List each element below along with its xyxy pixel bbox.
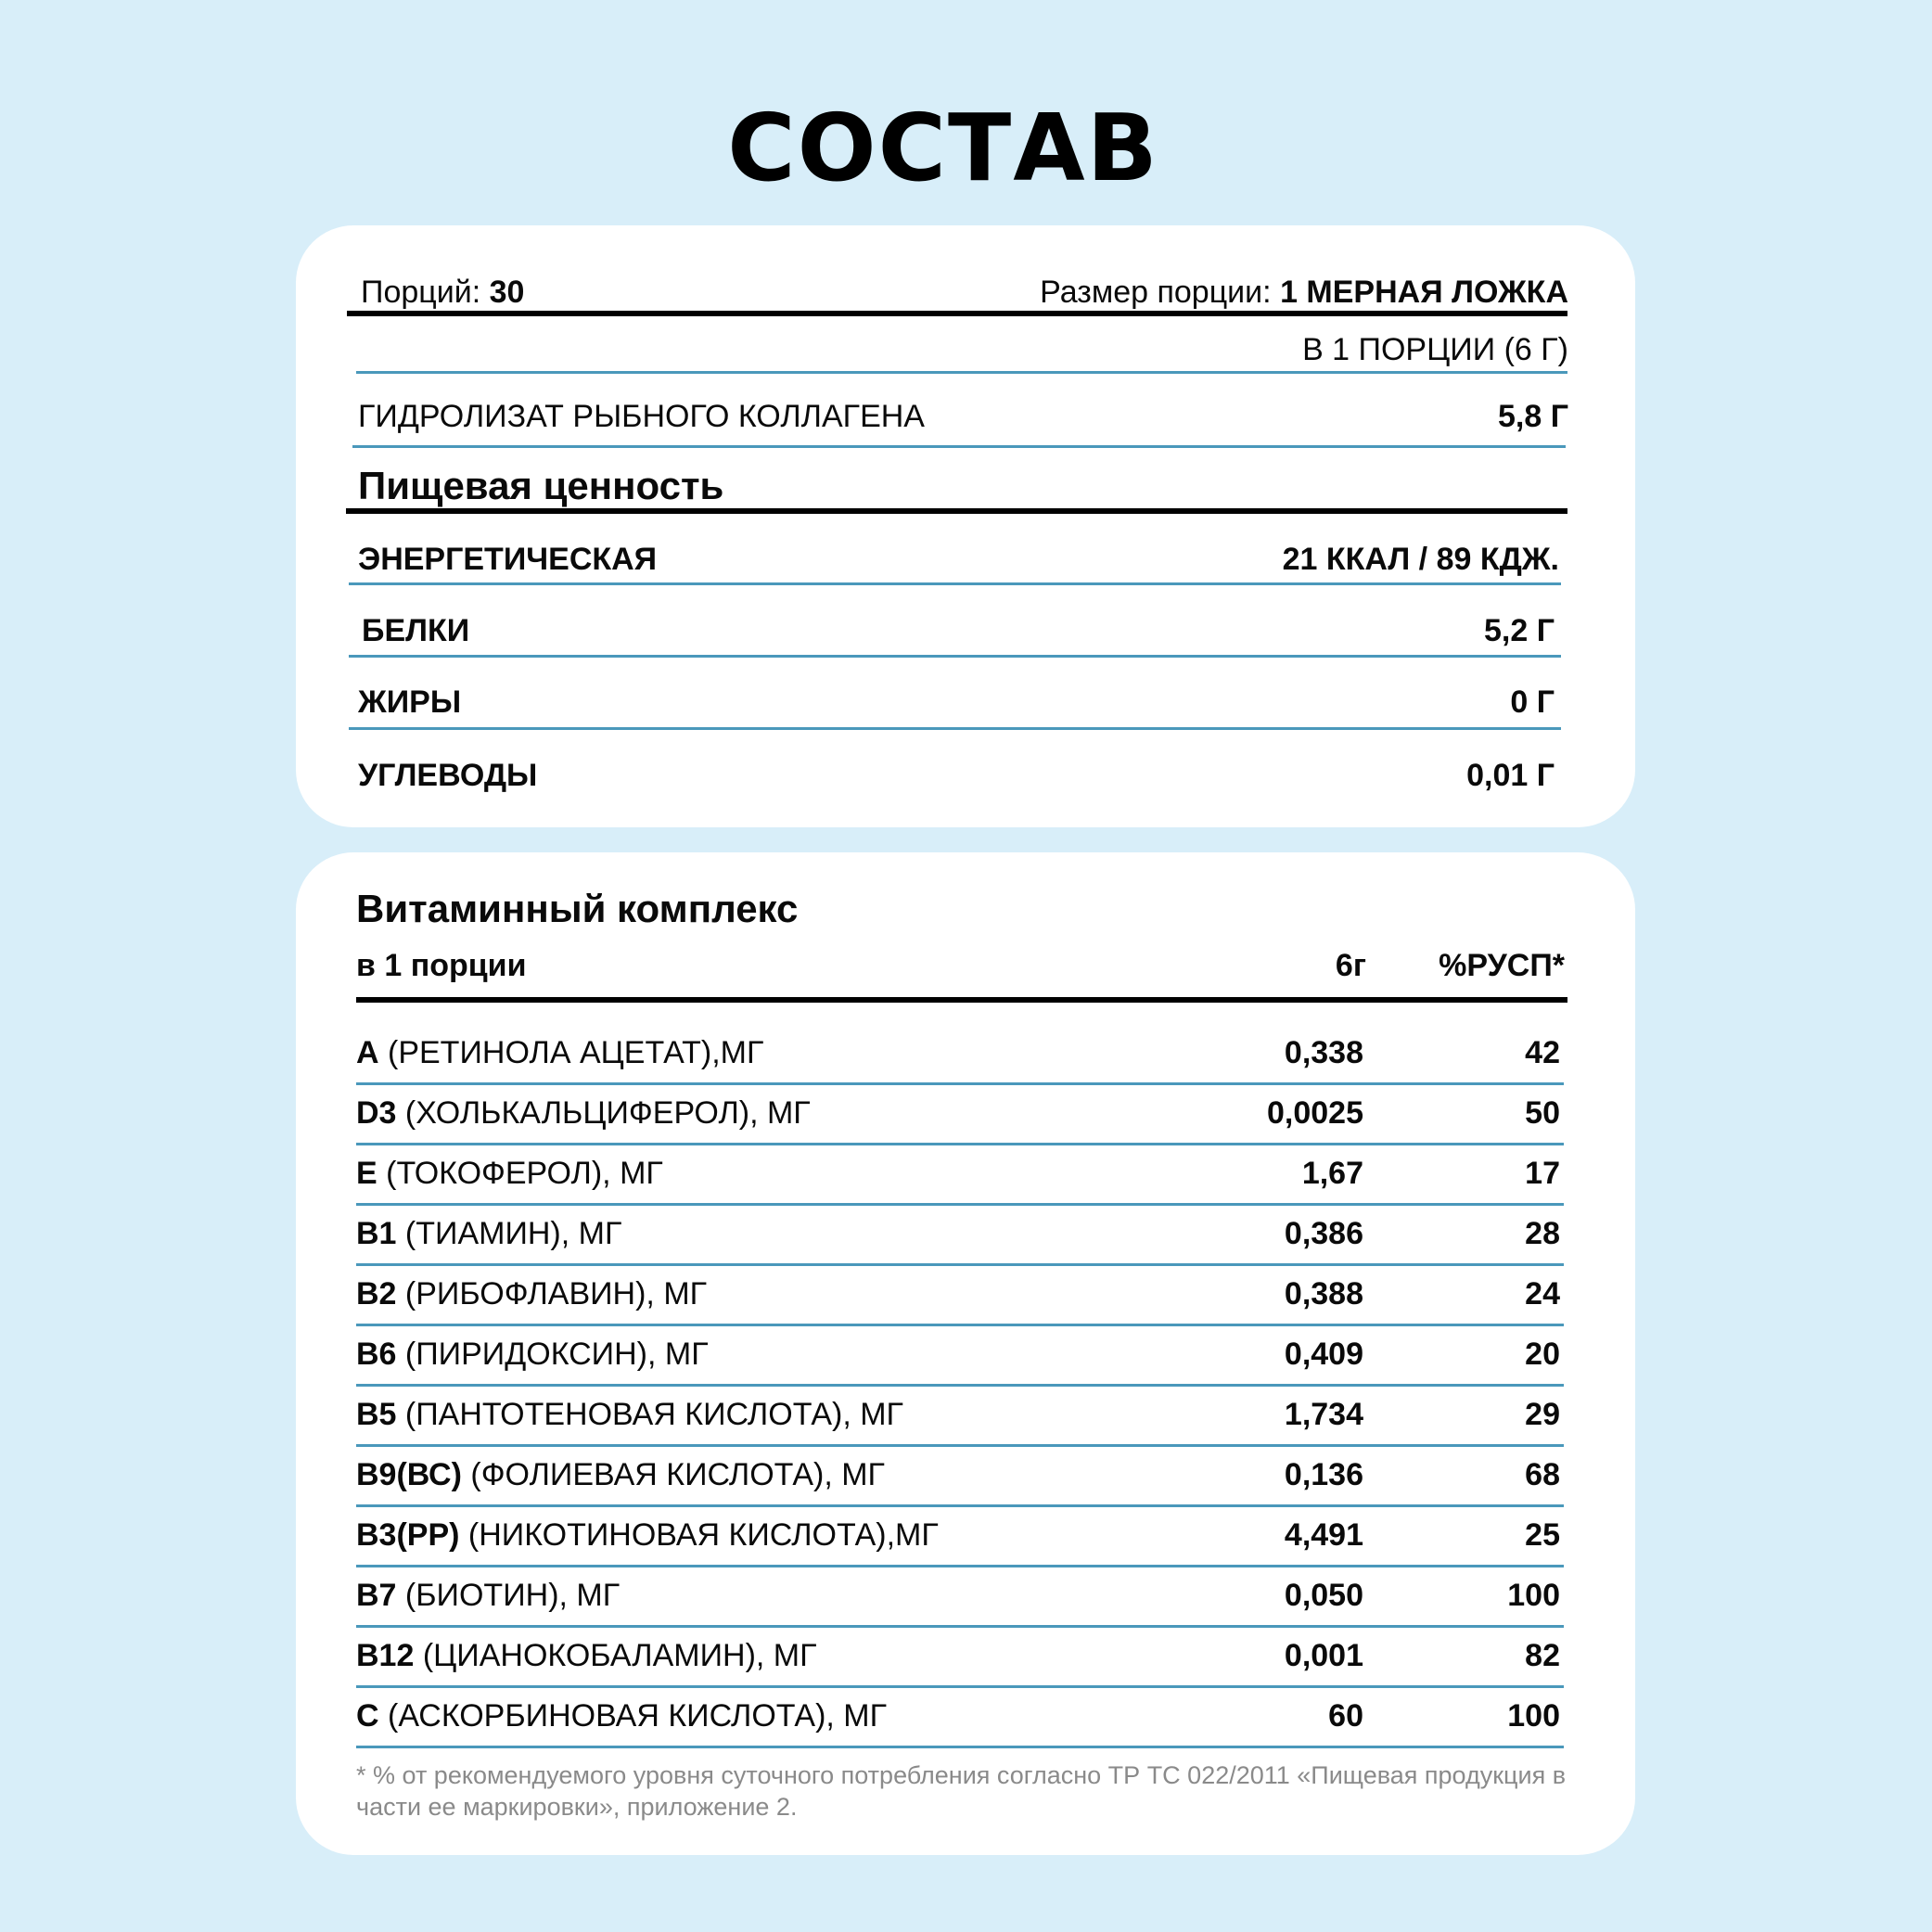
vitamin-code: B9(ВС) [356, 1457, 462, 1492]
composition-card [296, 225, 1635, 827]
vitamin-amount: 0,001 [1284, 1638, 1363, 1673]
vitamins-card [296, 852, 1635, 1855]
vitamin-amount: 1,734 [1284, 1397, 1363, 1432]
servings-value: 30 [489, 275, 525, 310]
table-row [356, 1206, 1564, 1266]
divider [349, 655, 1561, 658]
nutrition-value-energy: 21 ККАЛ / 89 КДЖ. [1282, 542, 1559, 577]
vitamin-amount: 60 [1328, 1698, 1363, 1734]
vitamin-amount: 0,386 [1284, 1216, 1363, 1251]
divider-thick [347, 311, 1567, 316]
table-row [356, 1688, 1564, 1748]
table-row [356, 1266, 1564, 1326]
vitamin-description: (НИКОТИНОВАЯ КИСЛОТА),МГ [459, 1517, 939, 1553]
serving-size-info [1040, 274, 1568, 311]
vitamin-code: B3(PP) [356, 1517, 460, 1553]
ingredient-name: ГИДРОЛИЗАТ РЫБНОГО КОЛЛАГЕНА [358, 399, 925, 434]
vitamin-amount: 0,338 [1284, 1035, 1363, 1070]
vitamin-description: (ЦИАНОКОБАЛАМИН), МГ [414, 1638, 817, 1673]
nutrition-value-fat: 0 Г [1510, 685, 1555, 720]
divider [349, 582, 1561, 585]
vitamin-amount: 0,136 [1284, 1457, 1363, 1492]
page-title: СОСТАВ [727, 94, 1159, 202]
vitamin-code: E [356, 1156, 377, 1191]
vitamin-description: (ТИАМИН), МГ [396, 1216, 622, 1251]
vitamin-rusp-percent: 50 [1525, 1095, 1560, 1131]
vitamin-code: A [356, 1035, 379, 1070]
vitamin-rusp-percent: 68 [1525, 1457, 1560, 1492]
vitamins-col-rusp: %РУСП* [1439, 948, 1565, 983]
vitamins-col-name: в 1 порции [356, 948, 527, 983]
vitamins-heading: Витаминный комплекс [356, 887, 799, 930]
vitamin-code: D3 [356, 1095, 397, 1131]
vitamin-rusp-percent: 25 [1525, 1517, 1560, 1553]
vitamin-rusp-percent: 42 [1525, 1035, 1560, 1070]
vitamin-rusp-percent: 100 [1507, 1578, 1560, 1613]
vitamin-rusp-percent: 24 [1525, 1276, 1560, 1311]
divider [356, 1746, 1564, 1748]
vitamin-code: B2 [356, 1276, 397, 1311]
nutrition-name-energy: ЭНЕРГЕТИЧЕСКАЯ [358, 542, 658, 577]
vitamin-name [356, 1577, 620, 1614]
divider [349, 727, 1561, 730]
nutrition-value-carbs: 0,01 Г [1466, 758, 1555, 793]
vitamin-description: (ФОЛИЕВАЯ КИСЛОТА), МГ [461, 1457, 885, 1492]
table-row [356, 1387, 1564, 1447]
vitamin-name [356, 1215, 621, 1252]
vitamin-amount: 1,67 [1301, 1156, 1363, 1191]
vitamin-description: (ПАНТОТЕНОВАЯ КИСЛОТА), МГ [396, 1397, 903, 1432]
vitamin-name [356, 1155, 663, 1192]
divider [356, 371, 1567, 374]
vitamin-amount: 4,491 [1284, 1517, 1363, 1553]
vitamin-name [356, 1034, 763, 1071]
vitamin-rusp-percent: 20 [1525, 1337, 1560, 1372]
vitamin-amount: 0,409 [1284, 1337, 1363, 1372]
footnote: * % от рекомендуемого уровня суточного потребления согласно ТР ТС 022/2011 «Пищевая продукция в части ее маркировки», приложение 2. [356, 1761, 1567, 1821]
nutrition-name-fat: ЖИРЫ [358, 685, 462, 720]
table-row [356, 1447, 1564, 1507]
table-row [356, 1326, 1564, 1387]
serving-size-label: Размер порции: [1040, 275, 1272, 310]
vitamin-name [356, 1637, 817, 1674]
divider-thick [356, 997, 1567, 1003]
vitamin-name [356, 1094, 811, 1132]
vitamin-description: (ХОЛЬКАЛЬЦИФЕРОЛ), МГ [396, 1095, 811, 1131]
vitamin-rusp-percent: 17 [1525, 1156, 1560, 1191]
vitamin-amount: 0,050 [1284, 1578, 1363, 1613]
vitamin-name [356, 1697, 887, 1734]
vitamin-description: (БИОТИН), МГ [396, 1578, 621, 1613]
table-row [356, 1628, 1564, 1688]
ingredient-amount: 5,8 Г [1498, 399, 1568, 434]
vitamin-name [356, 1275, 707, 1312]
vitamin-name [356, 1396, 903, 1433]
vitamin-rusp-percent: 29 [1525, 1397, 1560, 1432]
vitamin-name [356, 1336, 709, 1373]
vitamin-code: B5 [356, 1397, 397, 1432]
nutrition-name-protein: БЕЛКИ [362, 613, 470, 648]
vitamins-col-amount: 6г [1335, 948, 1366, 983]
vitamin-code: B6 [356, 1337, 397, 1372]
vitamin-rusp-percent: 100 [1507, 1698, 1560, 1734]
serving-size-value: 1 МЕРНАЯ ЛОЖКА [1280, 275, 1568, 310]
divider-thick [346, 508, 1567, 514]
table-row [356, 1507, 1564, 1567]
vitamin-code: B1 [356, 1216, 397, 1251]
vitamin-code: B12 [356, 1638, 415, 1673]
vitamin-rusp-percent: 82 [1525, 1638, 1560, 1673]
table-row [356, 1145, 1564, 1206]
vitamin-name [356, 1456, 885, 1493]
vitamin-name [356, 1516, 939, 1554]
vitamin-description: (ПИРИДОКСИН), МГ [396, 1337, 709, 1372]
vitamin-description: (РИБОФЛАВИН), МГ [396, 1276, 708, 1311]
vitamin-amount: 0,388 [1284, 1276, 1363, 1311]
per-serving-header: В 1 ПОРЦИИ (6 Г) [1302, 332, 1568, 367]
divider [352, 445, 1566, 448]
vitamin-code: C [356, 1698, 379, 1734]
table-row [356, 1085, 1564, 1145]
vitamin-description: (ТОКОФЕРОЛ), МГ [377, 1156, 663, 1191]
servings-info [361, 274, 524, 311]
vitamin-description: (АСКОРБИНОВАЯ КИСЛОТА), МГ [378, 1698, 888, 1734]
vitamin-rusp-percent: 28 [1525, 1216, 1560, 1251]
nutrition-heading: Пищевая ценность [358, 464, 724, 507]
vitamin-amount: 0,0025 [1267, 1095, 1363, 1131]
table-row [356, 1567, 1564, 1628]
servings-label: Порций: [361, 275, 481, 310]
table-row [356, 1025, 1564, 1085]
vitamin-description: (РЕТИНОЛА АЦЕТАТ),МГ [378, 1035, 764, 1070]
nutrition-name-carbs: УГЛЕВОДЫ [358, 758, 538, 793]
nutrition-value-protein: 5,2 Г [1484, 613, 1555, 648]
vitamin-code: B7 [356, 1578, 397, 1613]
